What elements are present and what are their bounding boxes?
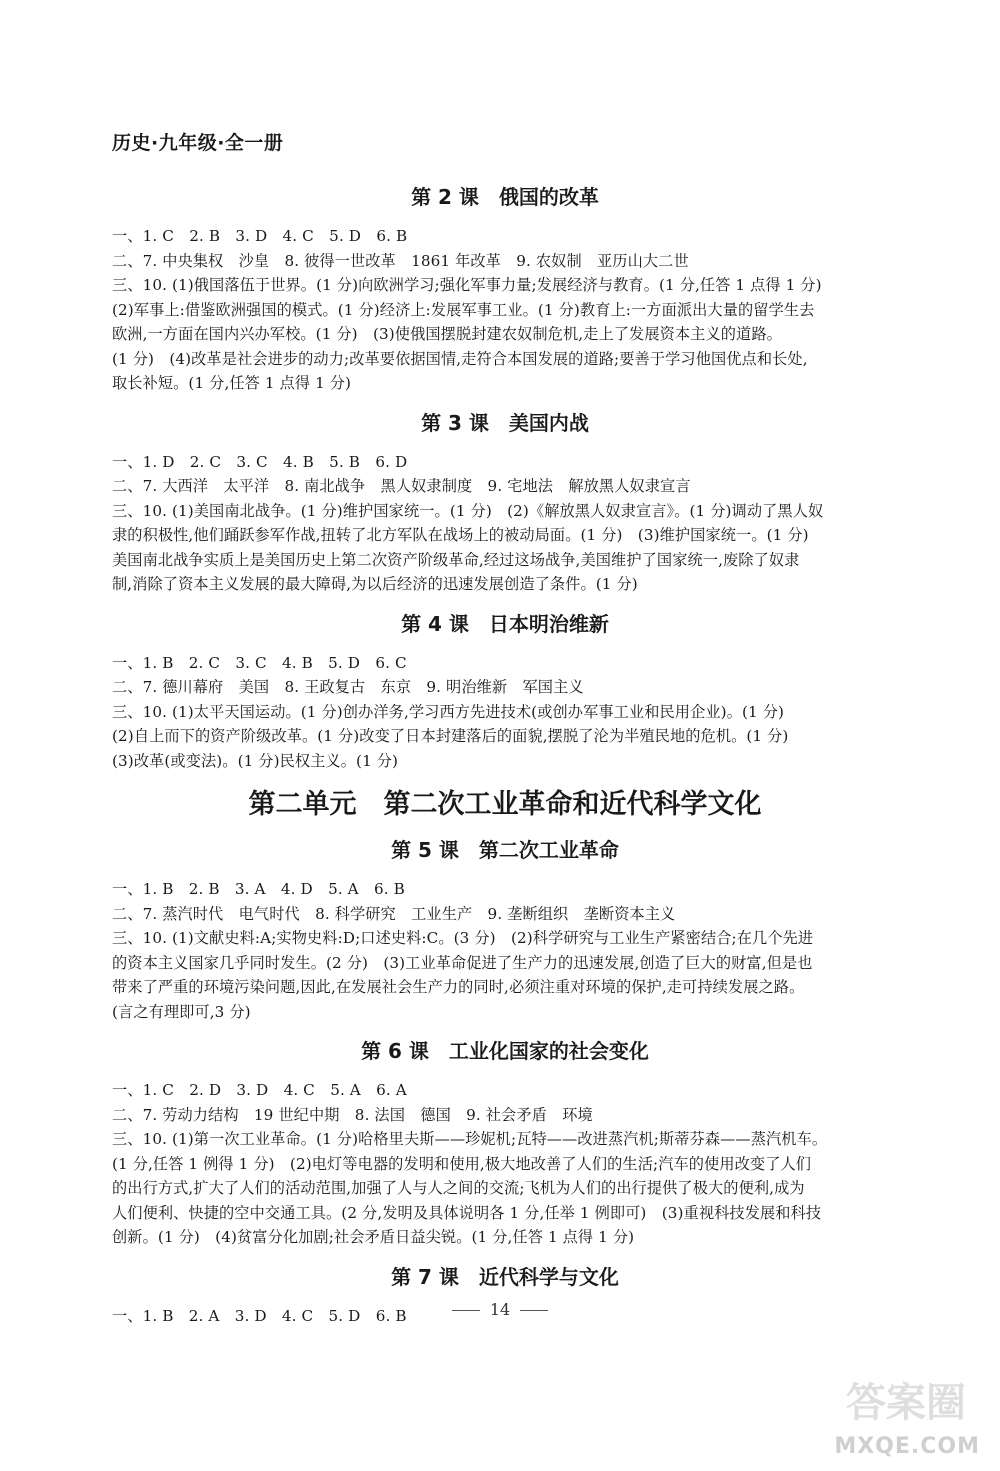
answer-line: 二、7. 劳动力结构 19 世纪中期 8. 法国 德国 9. 社会矛盾 环境 xyxy=(112,1105,593,1124)
page-footer xyxy=(0,1300,1000,1319)
answer-line: 二、7. 大西洋 太平洋 8. 南北战争 黑人奴隶制度 9. 宅地法 解放黑人奴隶宣言 xyxy=(112,477,691,495)
answer-line: 人们便利、快捷的空中交通工具。(2 分,发明及具体说明各 1 分,任举 1 例即可) (3)重视科技发展和科技 xyxy=(112,1203,822,1222)
answer-line: 二、7. 中央集权 沙皇 8. 彼得一世改革 1861 年改革 9. 农奴制 亚历山大二世 xyxy=(112,251,689,270)
answer-line: 一、1. B 2. A 3. D 4. C 5. D 6. B xyxy=(112,1306,407,1325)
answer-line: 取长补短。(1 分,任答 1 点得 1 分) xyxy=(112,374,352,392)
answer-line: 三、10. (1)第一次工业革命。(1 分)哈格里夫斯——珍妮机;瓦特——改进蒸汽机;斯蒂芬森——蒸汽机车。 xyxy=(112,1130,828,1148)
answer-line: 的资本主义国家几乎同时发生。(2 分) (3)工业革命促进了生产力的迅速发展,创造了巨大的财富,但是也 xyxy=(112,953,813,972)
answer-line: 的出行方式,扩大了人们的活动范围,加强了人与人之间的交流;飞机为人们的出行提供了极大的便利,成为 xyxy=(112,1179,805,1197)
answer-line: 三、10. (1)俄国落伍于世界。(1 分)向欧洲学习;强化军事力量;发展经济与教育。(1 分,任答 1 点得 1 分) xyxy=(112,276,822,294)
answer-line: 二、7. 德川幕府 美国 8. 王政复古 东京 9. 明治维新 军国主义 xyxy=(112,678,584,696)
answer-line: 三、10. (1)美国南北战争。(1 分)维护国家统一。(1 分) (2)《解放黑人奴隶宣言》。(1 分)调动了黑人奴 xyxy=(112,501,824,520)
section-gap xyxy=(112,1250,898,1258)
lesson-title: 第 5 课 第二次工业革命 xyxy=(391,838,619,862)
answer-line: (2)军事上:借鉴欧洲强国的模式。(1 分)经济上:发展军事工业。(1 分)教育上:一方面派出大量的留学生去 xyxy=(112,300,815,319)
lesson-title: 第 6 课 工业化国家的社会变化 xyxy=(361,1039,649,1063)
watermark xyxy=(790,1379,980,1459)
answer-line: 美国南北战争实质上是美国历史上第二次资产阶级革命,经过这场战争,美国维护了国家统一,废除了奴隶 xyxy=(112,550,800,569)
lesson-title: 第 7 课 近代科学与文化 xyxy=(391,1264,619,1289)
lesson-title: 第 4 课 日本明治维新 xyxy=(401,611,609,636)
answer-line: 欧洲,一方面在国内兴办军校。(1 分) (3)使俄国摆脱封建农奴制危机,走上了发展资本主义的道路。 xyxy=(112,325,782,343)
section-gap xyxy=(112,1024,898,1032)
watermark-site: MXQE.COM xyxy=(834,1434,980,1459)
answer-line: (1 分) (4)改革是社会进步的动力;改革要依据国情,走符合本国发展的道路;要善于学习他国优点和长处, xyxy=(112,349,808,368)
unit-title: 第二单元 第二次工业革命和近代科学文化 xyxy=(248,789,762,820)
lesson-title: 第 2 课 俄国的改革 xyxy=(411,185,599,209)
lesson-title: 第 3 课 美国内战 xyxy=(421,410,589,435)
answer-line: 三、10. (1)太平天国运动。(1 分)创办洋务,学习西方先进技术(或创办军事工业和民用企业)。(1 分) xyxy=(112,702,785,721)
answer-line: (3)改革(或变法)。(1 分)民权主义。(1 分) xyxy=(112,751,399,770)
answer-line: 制,消除了资本主义发展的最大障碍,为以后经济的迅速发展创造了条件。(1 分) xyxy=(112,575,638,593)
answer-line: 一、1. B 2. C 3. C 4. B 5. D 6. C xyxy=(112,653,407,672)
section-gap xyxy=(112,396,898,404)
answer-line: (1 分,任答 1 例得 1 分) (2)电灯等电器的发明和使用,极大地改善了人们的生活;汽车的使用改变了人们 xyxy=(112,1154,812,1173)
watermark-logo: 答案圈 xyxy=(846,1380,966,1426)
answer-line: 三、10. (1)文献史料:A;实物史料:D;口述史料:C。(3 分) (2)科学研究与工业生产紧密结合;在几个先进 xyxy=(112,929,814,947)
answer-line: (2)自上而下的资产阶级改革。(1 分)改变了日本封建落后的面貌,摆脱了沦为半殖民地的危机。(1 分) xyxy=(112,727,789,745)
book-header: 历史·九年级·全一册 xyxy=(112,132,284,154)
section-gap xyxy=(112,1328,898,1336)
answer-line: (言之有理即可,3 分) xyxy=(112,1002,251,1021)
page-number: 14 xyxy=(489,1300,511,1319)
content-area xyxy=(112,178,898,1336)
answer-line: 一、1. D 2. C 3. C 4. B 5. B 6. D xyxy=(112,452,408,471)
footer-dash-right xyxy=(520,1310,548,1311)
answer-line: 隶的积极性,他们踊跃参军作战,扭转了北方军队在战场上的被动局面。(1 分) (3)维护国家统一。(1 分) xyxy=(112,526,809,544)
answer-line: 一、1. C 2. B 3. D 4. C 5. D 6. B xyxy=(112,227,408,245)
answer-line: 创新。(1 分) (4)贫富分化加剧;社会矛盾日益尖锐。(1 分,任答 1 点得 1 分) xyxy=(112,1228,635,1246)
answer-line: 二、7. 蒸汽时代 电气时代 8. 科学研究 工业生产 9. 垄断组织 垄断资本主义 xyxy=(112,904,676,923)
answer-line: 一、1. B 2. B 3. A 4. D 5. A 6. B xyxy=(112,880,405,898)
footer-dash-left xyxy=(452,1310,480,1311)
answer-line: 带来了严重的环境污染问题,因此,在发展社会生产力的同时,必须注重对环境的保护,走可持续发展之路。 xyxy=(112,978,805,996)
section-gap xyxy=(112,773,898,781)
answer-line: 一、1. C 2. D 3. D 4. C 5. A 6. A xyxy=(112,1081,407,1099)
section-gap xyxy=(112,597,898,605)
